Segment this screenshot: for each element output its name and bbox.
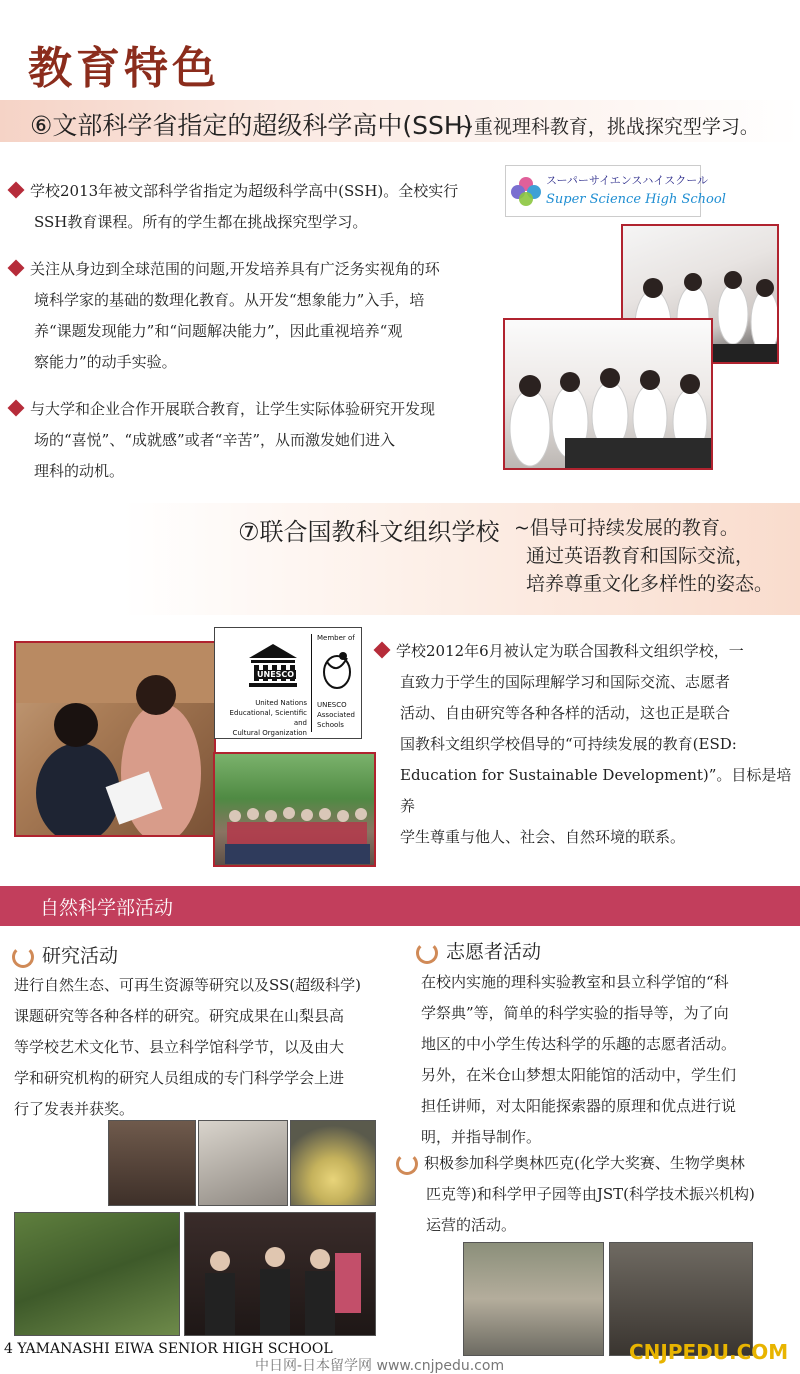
unesco-p-line4: 国教科文组织学校倡导的“可持续发展的教育(ESD: bbox=[400, 735, 737, 753]
research-line4: 学和研究机构的研究人员组成的专门科学学会上进 bbox=[14, 1069, 345, 1087]
volunteer-photo-2 bbox=[609, 1242, 753, 1356]
bullet-diamond-icon bbox=[8, 260, 25, 277]
unesco-logo bbox=[214, 627, 362, 739]
olympiad-line1: 积极参加科学奥林匹克(化学大奖赛、生物学奥林 bbox=[424, 1154, 745, 1172]
ssh-section-title: ⑥文部科学省指定的超级科学高中(SSH) bbox=[30, 111, 473, 140]
unesco-subtitle-line2: 通过英语教育和国际交流， bbox=[526, 545, 755, 567]
olympiad-line2: 匹克等)和科学甲子园等由JST(科学技术振兴机构) bbox=[426, 1185, 755, 1203]
school-name: YAMANASHI EIWA SENIOR HIGH SCHOOL bbox=[17, 1341, 333, 1357]
ssh-p1-line1: 学校2013年被文部科学省指定为超级科学高中(SSH)。全校实行 bbox=[30, 182, 459, 200]
volunteer-heading bbox=[416, 937, 541, 964]
swirl-icon bbox=[416, 942, 438, 964]
olympiad-line3: 运营的活动。 bbox=[426, 1216, 517, 1234]
unesco-org-name bbox=[217, 698, 307, 738]
lab-photo-2 bbox=[503, 318, 713, 470]
unesco-member-of: Member of bbox=[317, 634, 355, 642]
unesco-logo-divider bbox=[311, 634, 312, 732]
volunteer-line1: 在校内实施的理科实验教室和县立科学馆的“科 bbox=[421, 973, 729, 991]
volunteer-paragraph bbox=[421, 967, 793, 1153]
bullet-diamond-icon bbox=[8, 400, 25, 417]
unesco-photo-group bbox=[213, 752, 376, 867]
unesco-photo-classroom bbox=[14, 641, 216, 837]
swirl-icon bbox=[12, 946, 34, 968]
unesco-p-line1: 学校2012年6月被认定为联合国教科文组织学校，一 bbox=[396, 642, 744, 660]
unesco-p-line3: 活动、自由研究等各种各样的活动，这也正是联合 bbox=[400, 704, 731, 722]
research-paragraph bbox=[14, 970, 394, 1125]
swirl-icon bbox=[396, 1153, 418, 1175]
unesco-subtitle-line1: ~倡导可持续发展的教育。 bbox=[514, 517, 739, 539]
research-photo-3 bbox=[290, 1120, 376, 1206]
ssh-paragraph-2 bbox=[10, 254, 490, 378]
volunteer-line3: 地区的中小学生传达科学的乐趣的志愿者活动。 bbox=[421, 1035, 737, 1053]
unesco-p-line6: 学生尊重与他人、社会、自然环境的联系。 bbox=[400, 828, 686, 846]
ssh-p2-line3: 养“课题发现能力”和“问题解决能力”，因此重视培养“观 bbox=[34, 322, 403, 340]
bullet-diamond-icon bbox=[8, 182, 25, 199]
unesco-p-line2: 直致力于学生的国际理解学习和国际交流、志愿者 bbox=[400, 673, 731, 691]
unesco-org-line2: Educational, Scientific and bbox=[229, 709, 307, 727]
ssh-p1-line2: SSH教育课程。所有的学生都在挑战探究型学习。 bbox=[34, 213, 368, 231]
bullet-diamond-icon bbox=[374, 642, 391, 659]
ssh-p3-line3: 理科的动机。 bbox=[34, 462, 125, 480]
science-club-title: 自然科学部活动 bbox=[40, 897, 174, 919]
ssh-p3-line2: 场的“喜悦”、“成就感”或者“辛苦”，从而激发她们进入 bbox=[34, 431, 396, 449]
ssh-logo bbox=[505, 165, 726, 217]
ssh-p2-line2: 境科学家的基础的数理化教育。从开发“想象能力”入手，培 bbox=[34, 291, 425, 309]
ssh-logo-flower-icon bbox=[509, 172, 543, 212]
page-title: 教育特色 bbox=[28, 43, 220, 94]
research-title: 研究活动 bbox=[42, 945, 119, 967]
olympiad-paragraph bbox=[396, 1148, 796, 1241]
unesco-subtitle-line3: 培养尊重文化多样性的姿态。 bbox=[526, 573, 774, 595]
unesco-aspnet-icon bbox=[319, 648, 355, 692]
watermark-text: 中日网-日本留学网 www.cnjpedu.com bbox=[255, 1358, 505, 1374]
volunteer-line4: 另外，在米仓山梦想太阳能馆的活动中，学生们 bbox=[421, 1066, 737, 1084]
unesco-p-line5: Education for Sustainable Development)”。目标是培养 bbox=[400, 766, 792, 815]
volunteer-line2: 学祭典”等，简单的科学实验的指导等，为了向 bbox=[421, 1004, 729, 1022]
unesco-org-line3: Cultural Organization bbox=[232, 729, 307, 737]
ssh-p2-line1: 关注从身边到全球范围的问题,开发培养具有广泛务实视角的环 bbox=[30, 260, 440, 278]
unesco-associated bbox=[317, 700, 355, 730]
research-photo-field bbox=[14, 1212, 180, 1336]
volunteer-photo-1 bbox=[463, 1242, 604, 1356]
ssh-logo-en: Super Science High School bbox=[546, 192, 726, 207]
research-heading bbox=[12, 941, 118, 968]
ssh-p2-line4: 察能力”的动手实验。 bbox=[34, 353, 177, 371]
unesco-associated-line1: UNESCO bbox=[317, 701, 347, 709]
unesco-section-title: ⑦联合国教科文组织学校 bbox=[238, 518, 500, 546]
science-club-bar bbox=[0, 886, 800, 926]
research-line1: 进行自然生态、可再生资源等研究以及SS(超级科学) bbox=[14, 976, 361, 994]
page-number: 4 bbox=[4, 1341, 13, 1357]
unesco-org-line1: United Nations bbox=[255, 699, 307, 707]
ssh-section-subtitle: ~重视理科教育，挑战探究型学习。 bbox=[458, 116, 759, 138]
unesco-associated-line2: Associated bbox=[317, 711, 355, 719]
research-photo-award bbox=[184, 1212, 376, 1336]
unesco-paragraph bbox=[376, 636, 796, 853]
volunteer-line6: 明，并指导制作。 bbox=[421, 1128, 542, 1146]
unesco-temple-icon bbox=[247, 642, 299, 690]
ssh-p3-line1: 与大学和企业合作开展联合教育，让学生实际体验研究开发现 bbox=[30, 400, 436, 418]
volunteer-title: 志愿者活动 bbox=[446, 941, 542, 963]
volunteer-line5: 担任讲师，对太阳能探索器的原理和优点进行说 bbox=[421, 1097, 737, 1115]
unesco-associated-line3: Schools bbox=[317, 721, 344, 729]
research-photo-1 bbox=[108, 1120, 196, 1206]
watermark-logo: CNJPEDU.COM bbox=[629, 1340, 789, 1364]
research-line3: 等学校艺术文化节、县立科学馆科学节，以及由大 bbox=[14, 1038, 345, 1056]
research-line2: 课题研究等各种各样的研究。研究成果在山梨县高 bbox=[14, 1007, 345, 1025]
unesco-logo-word: UNESCO bbox=[257, 670, 295, 679]
ssh-logo-jp: スーパーサイエンスハイスクール bbox=[546, 174, 709, 187]
unesco-section-subtitle bbox=[514, 514, 773, 598]
research-photo-2 bbox=[198, 1120, 288, 1206]
ssh-paragraph-1 bbox=[10, 176, 490, 238]
ssh-paragraph-3 bbox=[10, 394, 490, 487]
research-line5: 行了发表并获奖。 bbox=[14, 1100, 135, 1118]
